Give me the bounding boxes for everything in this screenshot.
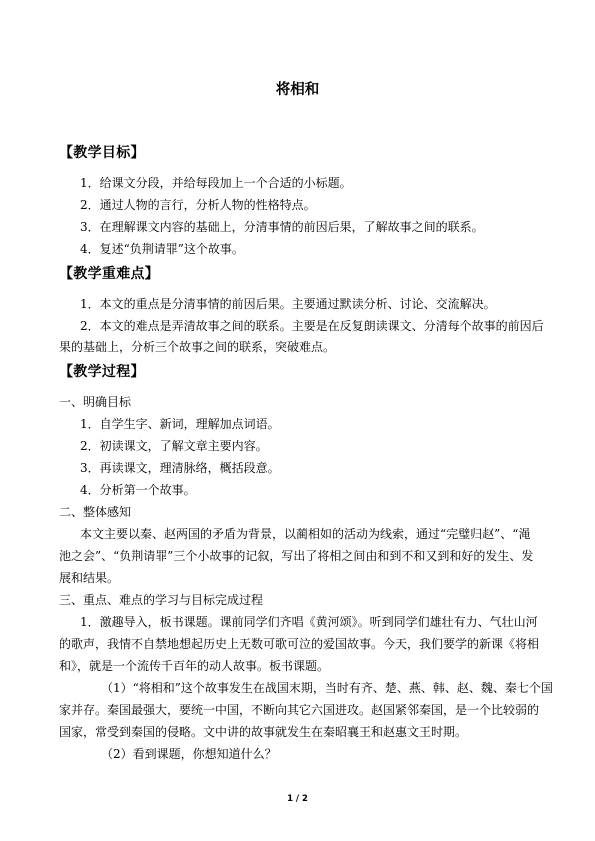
paragraph-line: 1．激趣导入，板书课题。课前同学们齐唱《黄河颂》。听到同学们雄壮有力、气壮山河: [80, 615, 538, 629]
process-item: 3．再读课文，理清脉络，概括段意。: [80, 461, 280, 475]
key-point-item: 1．本文的重点是分清事情的前因后果。主要通过默读分析、讨论、交流解决。: [80, 297, 496, 311]
paragraph-line: 和》，就是一个流传千百年的动人故事。板书课题。: [59, 659, 330, 673]
key-point-continuation: 果的基础上，分析三个故事之间的联系，突破难点。: [59, 340, 336, 354]
process-item: 2．初读课文，了解文章主要内容。: [80, 439, 268, 453]
paragraph-line: 的歌声，我情不自禁地想起历史上无数可歌可泣的爱国故事。今天，我们要学的新课《将相: [59, 637, 540, 651]
objective-item: 4．复述“负荆请罪”这个故事。: [80, 242, 244, 256]
process-subheading: 一、明确目标: [59, 395, 132, 409]
page-number: 1 / 2: [287, 794, 308, 804]
process-item: 4．分析第一个故事。: [80, 483, 196, 497]
document-title: 将相和: [275, 82, 320, 98]
key-point-item: 2．本文的难点是弄清故事之间的联系。主要是在反复朗读课文、分清每个故事的前因后: [80, 319, 544, 333]
section-heading-key-points: 【教学重难点】: [59, 266, 160, 282]
paragraph-line: 国家，常受到秦国的侵略。文中讲的故事就发生在秦昭襄王和赵惠文王时期。: [59, 725, 468, 739]
process-item: 1．自学生字、新词，理解加点词语。: [80, 417, 280, 431]
objective-item: 2．通过人物的言行，分析人物的性格特点。: [80, 198, 316, 212]
paragraph-line: 家并存。秦国最强大，要统一中国，不断向其它六国进攻。赵国紧邻秦国，是一个比较弱的: [59, 703, 540, 717]
paragraph-line: 本文主要以秦、赵两国的矛盾为背景，以蔺相如的活动为线索，通过“完璧归赵”、“渑: [80, 527, 531, 541]
process-subheading: 二、整体感知: [59, 505, 132, 519]
objective-item: 1．给课文分段，并给每段加上一个合适的小标题。: [80, 176, 352, 190]
paragraph-line: （1）“将相和”这个故事发生在战国末期，当时有齐、楚、燕、韩、赵、魏、秦七个国: [101, 681, 553, 695]
paragraph-line: （2）看到课题，你想知道什么？: [101, 747, 277, 761]
paragraph-line: 池之会”、“负荆请罪”三个小故事的记叙，写出了将相之间由和到不和又到和好的发生、发: [59, 549, 534, 563]
section-heading-process: 【教学过程】: [59, 364, 145, 380]
section-heading-objectives: 【教学目标】: [59, 145, 145, 161]
objective-item: 3．在理解课文内容的基础上，分清事情的前因后果，了解故事之间的联系。: [80, 220, 484, 234]
process-subheading: 三、重点、难点的学习与目标完成过程: [59, 593, 264, 607]
paragraph-line: 展和结果。: [59, 571, 120, 585]
